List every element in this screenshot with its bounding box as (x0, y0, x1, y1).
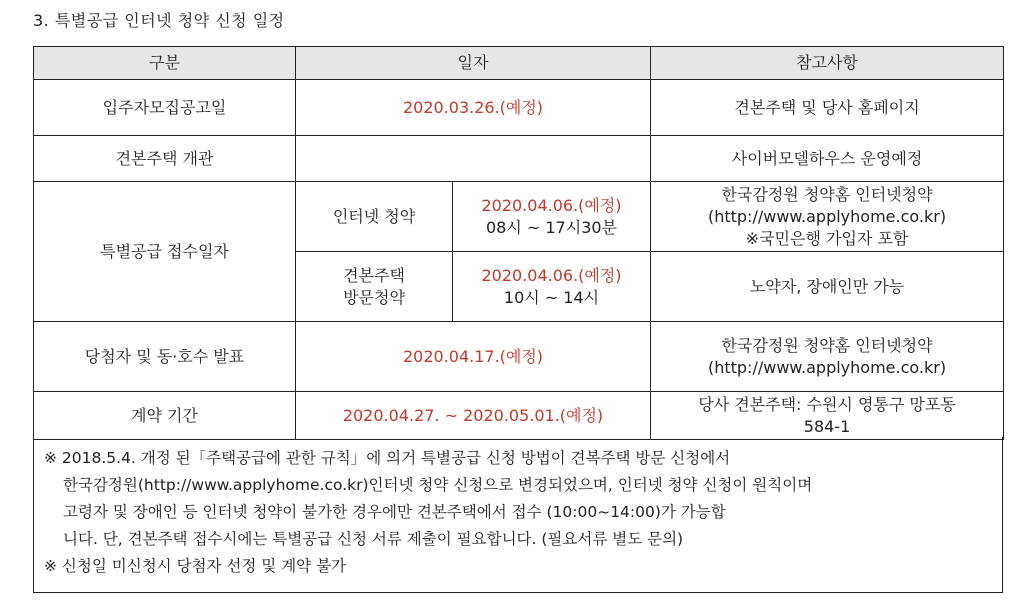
note-text: 니다. 단, 견본주택 접수시에는 특별공급 신청 서류 제출이 필요합니다. (필요서류 별도 문의) (63, 530, 684, 548)
table-header-row (34, 47, 1004, 80)
table-row (34, 80, 1004, 136)
subrow-date-value: 2020.04.06.(예정) (481, 265, 622, 285)
method-line: 방문청약 (343, 287, 405, 307)
subrow-date (453, 182, 651, 252)
note-line: 한국감정원 청약홈 인터넷청약 (721, 335, 933, 355)
header-category: 구분 (34, 47, 296, 80)
table-row (34, 136, 1004, 182)
note-line: 584-1 (803, 416, 851, 436)
schedule-table (33, 46, 1004, 440)
row-date (296, 136, 651, 182)
notes-box (33, 437, 1003, 593)
note-line: 당사 견본주택: 수원시 영통구 망포동 (698, 394, 956, 414)
note-text: ※ 2018.5.4. 개정 된「주택공급에 관한 규칙」에 의거 특별공급 신청 방법이 견복주택 방문 신청에서 (44, 449, 731, 467)
row-note (651, 322, 1004, 392)
header-date: 일자 (296, 47, 651, 80)
method-line: 견본주택 (343, 265, 405, 285)
note-line: 한국감정원 청약홈 인터넷청약 (721, 184, 933, 204)
note-text: ※ 신청일 미신청시 당첨자 선정 및 계약 불가 (44, 557, 347, 575)
row-note: 견본주택 및 당사 홈페이지 (651, 80, 1004, 136)
subrow-time-value: 08시 ~ 17시30분 (485, 217, 618, 237)
subrow-note: 노약자, 장애인만 가능 (651, 252, 1004, 322)
subrow-note (651, 182, 1004, 252)
note-text: 고령자 및 장애인 등 인터넷 청약이 불가한 경우에만 견본주택에서 접수 (10:00~14:00)가 가능합 (63, 503, 726, 521)
header-notes: 참고사항 (651, 47, 1004, 80)
row-label: 입주자모집공고일 (34, 80, 296, 136)
row-label: 견본주택 개관 (34, 136, 296, 182)
row-label: 계약 기간 (34, 392, 296, 440)
subrow-date-value: 2020.04.06.(예정) (481, 195, 622, 215)
row-label: 특별공급 접수일자 (34, 182, 296, 322)
subrow-method (296, 252, 453, 322)
row-note (651, 392, 1004, 440)
row-note: 사이버모델하우스 운영예정 (651, 136, 1004, 182)
note-text: 한국감정원(http://www.applyhome.co.kr)인터넷 청약 신청으로 변경되었으며, 인터넷 청약 신청이 원칙이며 (63, 476, 813, 494)
table-row (34, 182, 1004, 252)
row-date: 2020.03.26.(예정) (296, 80, 651, 136)
note-link: (http://www.applyhome.co.kr) (707, 357, 947, 377)
table-row (34, 322, 1004, 392)
row-label: 당첨자 및 동·호수 발표 (34, 322, 296, 392)
subrow-time-value: 10시 ~ 14시 (503, 287, 600, 307)
table-row (34, 392, 1004, 440)
section-title: 3. 특별공급 인터넷 청약 신청 일정 (33, 11, 285, 30)
note-link: (http://www.applyhome.co.kr) (707, 206, 947, 226)
subrow-date (453, 252, 651, 322)
row-date: 2020.04.17.(예정) (296, 322, 651, 392)
note-line: ※국민은행 가입자 포함 (745, 228, 909, 248)
subrow-method: 인터넷 청약 (296, 182, 453, 252)
row-date: 2020.04.27. ~ 2020.05.01.(예정) (296, 392, 651, 440)
